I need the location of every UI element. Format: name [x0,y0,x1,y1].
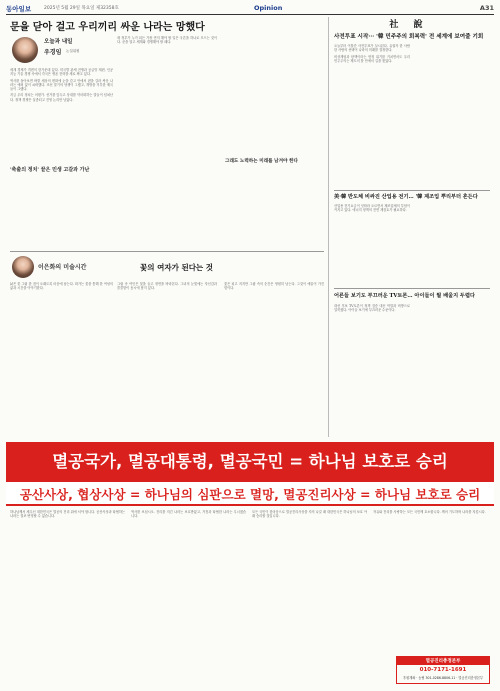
editorial-headline-4: 어른들 보기도 부끄러운 TV토론… 아이들이 뭘 배울지 두렵다 [334,293,475,299]
ad-subbanner [6,482,494,504]
editorial-text-3 [334,204,410,284]
art-text-2 [117,282,217,437]
column-subhead-2: 그래도 노력하는 미래를 남겨야 한다 [225,159,298,164]
column-headline: 문을 닫아 걸고 우리끼리 싸운 나라는 망했다 [10,22,205,33]
paragraph: 그림 속 여인은 꽃을 들고 정면을 바라본다. 그녀의 눈빛에는 자신감과 쓸쓸함이 동시에 담겨 있다. [117,282,217,291]
paragraph: 지금 우리 정치는 어떤가. 선거를 앞두고 상대를 악마화하는 말들이 넘쳐난다. 정책 경쟁은 실종되고 진영 논리만 남았다. [10,93,113,102]
art-text-1 [10,282,113,437]
ad-contact-title: 멸공진리총정본부 [397,657,489,665]
editorial-divider [334,190,490,191]
paragraph: 비상계엄과 탄핵이라는 헌정 위기를 거치면서도 우리 민주주의는 제도의 틀 안에서 길을 찾았다. [334,54,410,63]
art-columnist-photo [12,256,34,278]
paragraph: 새 정부가 누가 되든 가장 먼저 해야 할 일은 국론을 하나로 모으는 것이다. 문을 열고 세계와 경쟁해야 할 때다. [117,36,217,45]
section-divider [10,251,324,252]
editorial-text-3b [414,204,490,284]
ad-banner-line1: 멸공국가, 멸공대통령, 멸공국민 = 하나님 보호로 승리 [52,452,448,471]
columnist-photo [12,37,38,63]
editorial-text-4b [414,304,490,436]
masthead [6,4,494,14]
column-author: 우경임 [44,49,62,56]
ad-rule [6,504,494,506]
ad-contact-phone: 010-7171-1691 [419,667,467,673]
paper-logo: 동아일보 [6,5,32,13]
paragraph: 낡은 꽃 그림 한 점이 오래도록 마음에 남는다. 화가는 꽃을 통해 한 여성의 삶과 시간을 이야기한다. [10,282,113,291]
ad-contact-note: 후원계좌 · 농협 301-0286-8806-11 · 멸공진리총정본부 [402,676,483,680]
column-author-role: 논설위원 [66,49,80,53]
paragraph: 산업용 전기요금이 잇따라 오르면서 제조업체의 부담이 커지고 있다. 에너지 정책의 전면 재검토가 필요하다. [334,204,410,213]
paragraph: 역사를 돌아보면 바깥 세상의 변화에 눈을 감고 안에서 편을 갈라 싸운 나라는 예외 없이 쇠락했다. 조선 말기의 당쟁이 그랬고, 개방을 거부한 제국들이 그랬다. [10,78,113,92]
paragraph: 자유와 진리를 사랑하는 모든 국민께 호소합니다. 깨어 기도하며 나라를 지킵시다. [373,510,486,514]
paragraph: 꽃은 피고 지지만 그림 속의 순간은 영원히 남는다. 그것이 예술이 가진 힘이다. [224,282,324,291]
ad-banner [6,442,494,482]
ad-contact-box [396,656,490,684]
ad-banner-line2: 공산사상, 협상사상 = 하나님의 심판으로 멸망, 멸공진리사상 = 하나님 보호로 승리 [19,487,481,502]
ad-text-3 [252,510,367,685]
section-label: Opinion [254,4,283,12]
art-text-3 [224,282,324,437]
column-divider [328,17,329,437]
paragraph: 대선 후보 TV토론이 정책 검증 대신 막말과 비방으로 얼룩졌다. 아이들 보기에 부끄러운 수준이다. [334,304,410,313]
paragraph: 세계 경제가 격변의 한가운데 있다. 미국발 관세 전쟁과 공급망 재편, 인공지능 기술 경쟁 속에서 각국은 생존 전략을 새로 짜고 있다. [10,68,113,77]
column-series: 오늘과 내일 [44,39,73,45]
masthead-rule [6,14,494,15]
paragraph: 오늘부터 이틀간 사전투표가 실시된다. 유권자 한 사람 한 사람의 선택이 나라의 미래를 결정한다. [334,44,410,53]
editorial-text-1b [414,44,490,164]
art-column-headline: 꽃의 여자가 된다는 것 [140,263,214,272]
ad-text-4 [373,510,490,650]
ad-text-1 [10,510,125,685]
ad-text-2 [131,510,246,685]
column-text-2 [117,36,217,246]
paragraph: 하나님께서 세우신 대한민국은 멸공의 진리 위에 서야 합니다. 공산사상과 타협하는 나라는 결코 번영할 수 없습니다. [10,510,125,519]
page-number: A31 [479,4,494,12]
editorial-text-1 [334,44,410,164]
art-column-series: 이은화의 미술시간 [38,264,87,271]
editorial-headline-1: 사전투표 시작··· '韓 민주주의 회복력' 전 세계에 보여줄 기회 [334,34,484,40]
editorial-divider [334,288,490,289]
editorial-headline-3: 美·韓 반도체 비싸진 산업용 전기… '韓 제조업 뿌리부터 흔든다 [334,194,478,200]
date-line: 2025년 5월 29일 목요일 제32358호 [44,6,119,11]
column-text-1 [10,68,113,248]
editorial-tag: 社 說 [389,20,429,30]
column-subhead-1: '축출의 정치' 끝은 민생 고갈과 가난 [10,167,90,173]
paragraph: 모든 국민이 한마음으로 멸공진리사상을 지켜 나갈 때 대한민국은 하나님의 보호 아래 승리할 것입니다. [252,510,367,519]
paragraph: 역사를 보십시오. 진리를 지킨 나라는 보호받았고, 거짓과 타협한 나라는 무너졌습니다. [131,510,246,519]
column-text-3 [224,36,324,246]
editorial-text-4 [334,304,410,436]
